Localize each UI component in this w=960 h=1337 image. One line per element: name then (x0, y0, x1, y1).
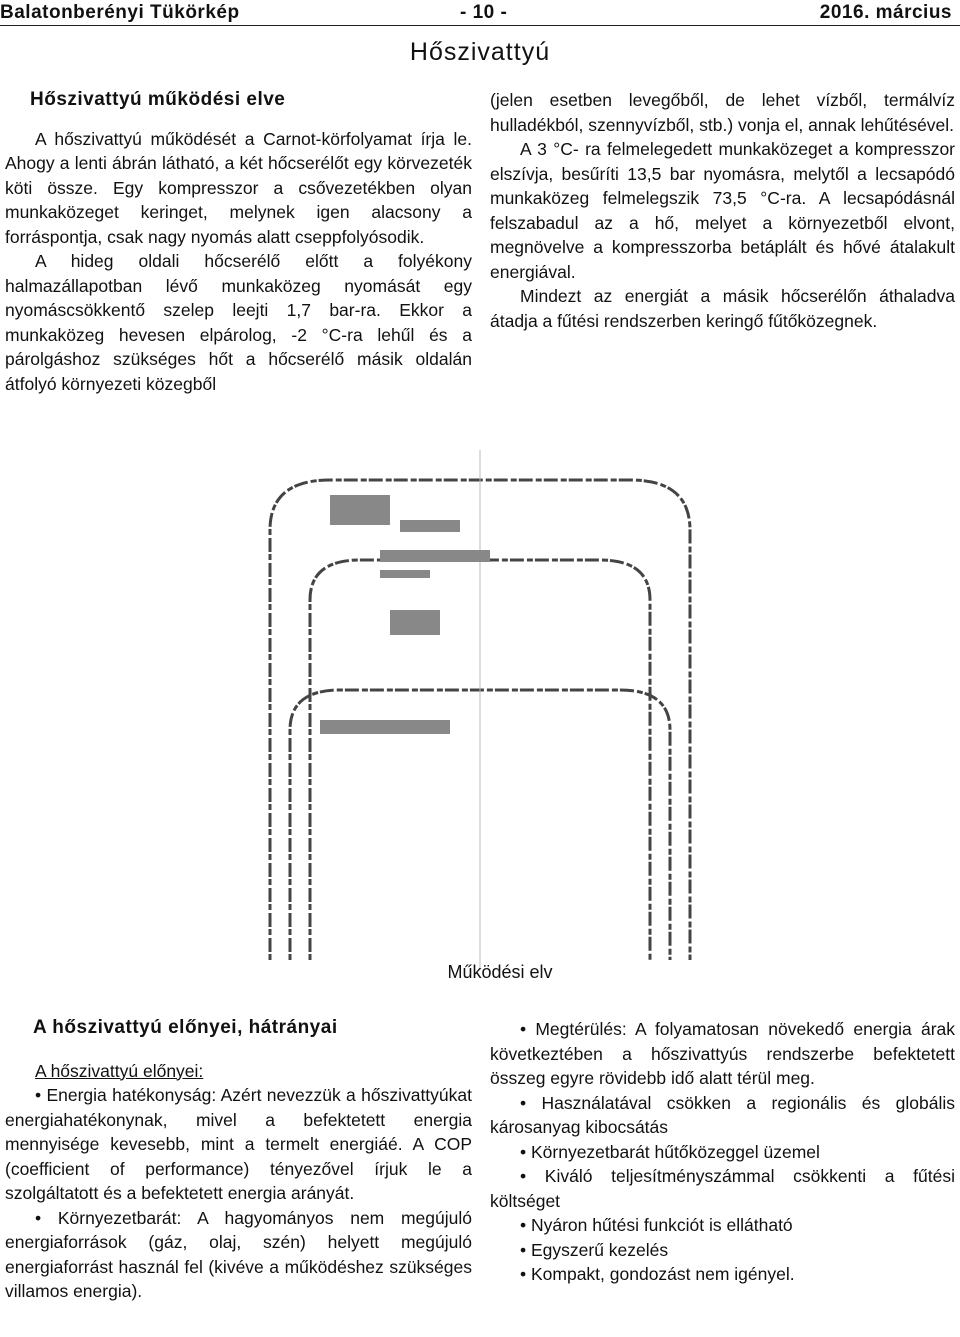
section1-left-column (5, 88, 472, 396)
header-rule (0, 25, 960, 26)
section2-right-column (490, 1017, 955, 1287)
advantages-subheading: A hőszivattyú előnyei: (35, 1060, 204, 1081)
section1-right-paragraph-3: Mindezt az energiát a másik hőcserélőn áthaladva átadja a fűtési rendszerben keringő fűtőközegnek. (490, 286, 955, 331)
page-title: Hőszivattyú (409, 38, 551, 66)
advantage-energy-efficiency: • Energia hatékonyság: Azért nevezzük a hőszivattyúkat energiahatékonynak, mivel a befektetett energia mennyisége kevesebb, mint a termelt energiáé. A COP (coefficient of performance) tényezővel írjuk le a szolgáltatott és a befektetett energia arányát. (5, 1085, 472, 1203)
advantage-cooling: • Nyáron hűtési funkciót is ellátható (520, 1215, 793, 1235)
section2-left-column (5, 1016, 472, 1304)
advantage-performance: • Kiváló teljesítményszámmal csökkenti a fűtési költséget (490, 1166, 955, 1211)
section1-right-paragraph-2: A 3 °C- ra felmelegedett munkaközeget a kompresszor elszívja, besűríti 13,5 bar nyomásra, melytől a lecsapódó munkaközeg felmelegszik 73,5 °C-ra. A lecsapódásnál felszabadul az a hő, melyet a környezetből elvont, megnövelve a kompresszorba betáplált és hővé átalakult energiával. (490, 139, 955, 282)
diagram-label-block (380, 570, 430, 578)
advantage-payback: • Megtérülés: A folyamatosan növekedő energia árak következtében a hőszivattyús rendszerbe befektetett összeg egyre rövidebb idő alatt térül meg. (490, 1019, 955, 1088)
page-number: - 10 - (460, 2, 508, 23)
advantage-refrigerant: • Környezetbarát hűtőközeggel üzemel (520, 1141, 820, 1162)
advantage-simple-operation: • Egyszerű kezelés (520, 1239, 669, 1260)
diagram-label-block (320, 720, 450, 734)
advantage-environment-friendly: • Környezetbarát: A hagyományos nem megújuló energiaforrások (gáz, olaj, szén) helyett megújuló energiaforrást használ fel (kivéve a működéshez szükséges villamos energia). (5, 1207, 472, 1301)
figure-caption: Működési elv (447, 962, 553, 982)
publication-title: Balatonberényi Tükörkép (0, 2, 240, 23)
section1-left-paragraph-1: A hőszivattyú működését a Carnot-körfolyamat írja le. Ahogy a lenti ábrán látható, a két hőcserélőt egy körvezeték köti össze. Egy kompresszor a csővezetékben olyan munkaközeget keringet, melynek igen alacsony a forráspontja, csak nagy nyomás alatt cseppfolyósodik. (5, 128, 472, 247)
page-header (0, 0, 960, 26)
advantage-emissions: • Használatával csökken a regionális és globális károsanyag kibocsátás (490, 1092, 955, 1137)
section1-right-paragraph-1: (jelen esetben levegőből, de lehet vízből, termálvíz hulladékból, szennyvízből, stb.) vonja el, annak lehűtésével. (490, 90, 955, 135)
section1-left-paragraph-2: A hideg oldali hőcserélő előtt a folyékony halmazállapotban lévő munkaközeg nyomását egy nyomáscsökkentő szelep leejti 1,7 bar-ra. Ekkor a munkaközeg hevesen elpárolog, -2 °C-ra lehűl és a párolgáshoz szükséges hőt a hőcserélő másik oldalán átfolyó környezeti közegből (5, 251, 472, 394)
heat-pump-diagram (230, 450, 730, 970)
diagram-label-block (390, 610, 440, 635)
section1-heading: Hőszivattyú működési elve (30, 89, 286, 110)
diagram-label-block (380, 550, 490, 562)
diagram-label-block (330, 495, 390, 525)
diagram-label-block (400, 520, 460, 532)
advantage-compact: • Kompakt, gondozást nem igényel. (520, 1264, 795, 1284)
section1-right-column (490, 88, 955, 333)
issue-date: 2016. március (819, 2, 952, 23)
section2-heading: A hőszivattyú előnyei, hátrányai (33, 1017, 338, 1038)
